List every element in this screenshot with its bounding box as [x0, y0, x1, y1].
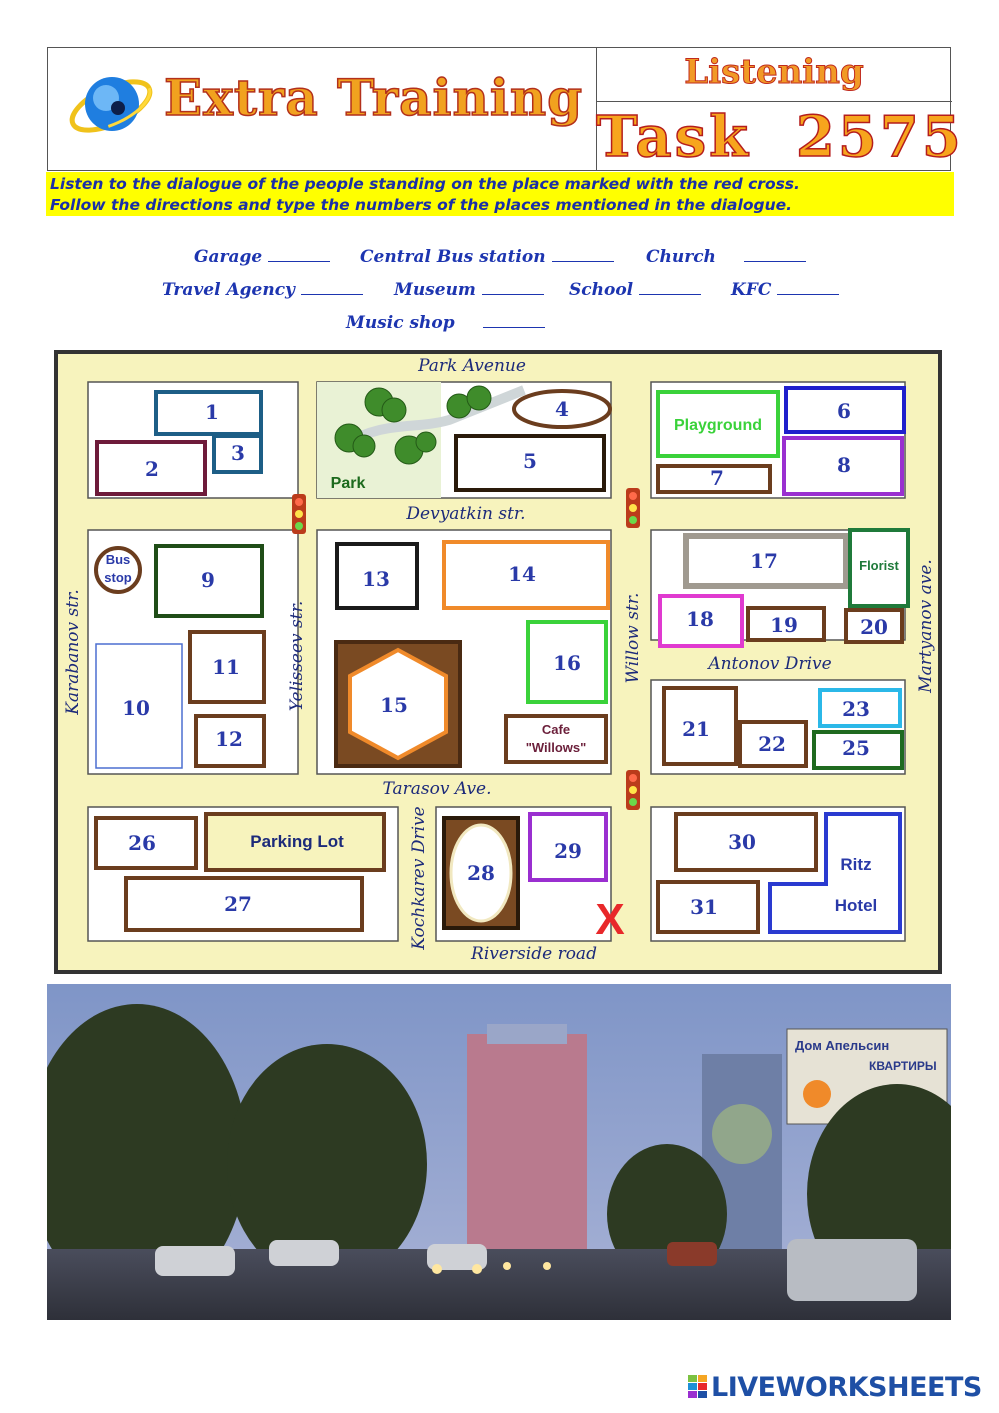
building-number: 5	[523, 449, 537, 473]
answer-kfc	[731, 280, 839, 300]
van	[787, 1239, 917, 1301]
car	[155, 1246, 235, 1276]
answer-input[interactable]	[777, 282, 839, 295]
building-number: 20	[860, 615, 888, 639]
building-number: 18	[686, 607, 714, 631]
answer-label: Museum	[394, 280, 476, 300]
answer-museum	[394, 280, 544, 300]
answer-label: Church	[646, 247, 716, 267]
instructions-line-2: Follow the directions and type the numbers of the places mentioned in the dialogue.	[50, 196, 793, 214]
cafe-label: Cafe	[541, 722, 571, 737]
answer-central-bus-station	[360, 247, 614, 267]
building-number: 12	[215, 727, 243, 751]
answer-music-shop	[346, 313, 545, 333]
building-number: 15	[380, 693, 408, 717]
building-number: 8	[837, 453, 851, 477]
task-number: Task 2575	[596, 104, 964, 170]
cafe-label: "Willows"	[525, 740, 587, 755]
worksheet-title: Extra Training	[164, 68, 584, 127]
building-number: 4	[555, 397, 569, 421]
answer-input[interactable]	[482, 282, 544, 295]
building-number: 11	[212, 655, 240, 679]
bus-stop-label: Bus	[105, 552, 131, 567]
building-number: 26	[128, 831, 156, 855]
answer-input[interactable]	[301, 282, 363, 295]
answer-travel-agency	[162, 280, 363, 300]
header-divider	[596, 101, 952, 102]
globe-logo-icon	[66, 64, 156, 142]
building-number: 13	[362, 567, 390, 591]
building-number: 23	[842, 697, 870, 721]
tree-icon	[416, 432, 436, 452]
street-name: Kochkarev Drive	[409, 806, 429, 950]
liveworksheets-icon	[688, 1375, 708, 1399]
building-number: 10	[122, 696, 150, 720]
hotel-label: Hotel	[834, 896, 878, 915]
instructions-line-1: Listen to the dialogue of the people standing on the place marked with the red cross.	[50, 175, 800, 193]
answer-input[interactable]	[268, 249, 330, 262]
answer-input[interactable]	[639, 282, 701, 295]
car	[269, 1240, 339, 1266]
answer-label: Central Bus station	[360, 247, 546, 267]
tree-icon	[353, 435, 375, 457]
billboard-text: Дом Апельсин	[795, 1038, 890, 1053]
tall-building	[467, 1034, 587, 1264]
answer-label: KFC	[731, 280, 772, 300]
answer-input[interactable]	[483, 315, 545, 328]
liveworksheets-brand: LIVEWORKSHEETS	[711, 1372, 982, 1403]
tree-icon	[382, 398, 406, 422]
street-name: Martyanov ave.	[916, 559, 936, 693]
building-number: 30	[728, 830, 756, 854]
building-number: 3	[231, 441, 245, 465]
florist-label: Florist	[859, 558, 899, 573]
answer-label: Travel Agency	[162, 280, 295, 300]
building-number: 16	[553, 651, 581, 675]
city-map	[54, 350, 942, 974]
traffic-light-icon	[626, 770, 640, 810]
tree-icon	[467, 386, 491, 410]
bus-stop-label: stop	[104, 570, 132, 585]
car	[667, 1242, 717, 1266]
street-name: Tarasov Ave.	[382, 779, 492, 799]
building-number: 19	[770, 613, 798, 637]
street-name: Antonov Drive	[708, 654, 832, 674]
building-number: 21	[682, 717, 710, 741]
billboard-text: КВАРТИРЫ	[869, 1059, 937, 1073]
building-number: 2	[145, 457, 159, 481]
building-number: 22	[758, 732, 786, 756]
building-number: 28	[467, 861, 495, 885]
building-number: 7	[710, 466, 724, 490]
answer-input[interactable]	[552, 249, 614, 262]
traffic-light-icon	[292, 494, 306, 534]
building-number: 17	[750, 549, 778, 573]
red-cross-marker: X	[595, 895, 625, 944]
street-name: Park Avenue	[418, 356, 526, 376]
building-number: 9	[201, 568, 215, 592]
answer-label: Garage	[194, 247, 263, 267]
park-label: Park	[330, 475, 366, 492]
worksheet-header	[47, 47, 964, 171]
answer-school	[569, 280, 701, 300]
instructions-box	[46, 172, 954, 216]
street-name: Riverside road	[471, 944, 597, 964]
street-photo	[47, 984, 951, 1320]
building-number: 25	[842, 736, 870, 760]
listening-label: Listening	[684, 52, 864, 92]
playground-label: Playground	[673, 417, 763, 434]
answer-label: Music shop	[346, 313, 455, 333]
street-name: Yelisseev str.	[287, 600, 307, 712]
answer-label: School	[569, 280, 634, 300]
building-number: 14	[508, 562, 536, 586]
building-number: 29	[554, 839, 582, 863]
ritz-label: Ritz	[840, 855, 872, 874]
parking-lot-label: Parking Lot	[250, 832, 344, 851]
street-name: Karabanov str.	[63, 589, 83, 715]
answer-church	[646, 247, 806, 267]
traffic-light-icon	[626, 488, 640, 528]
street-name: Willow str.	[623, 592, 643, 684]
answer-input[interactable]	[744, 249, 806, 262]
answer-garage	[194, 247, 330, 267]
building-number: 31	[690, 895, 718, 919]
liveworksheets-logo	[688, 1372, 982, 1403]
street-name: Devyatkin str.	[406, 504, 526, 524]
building-number: 6	[837, 399, 851, 423]
building-number: 1	[205, 400, 219, 424]
building-number: 27	[224, 892, 252, 916]
